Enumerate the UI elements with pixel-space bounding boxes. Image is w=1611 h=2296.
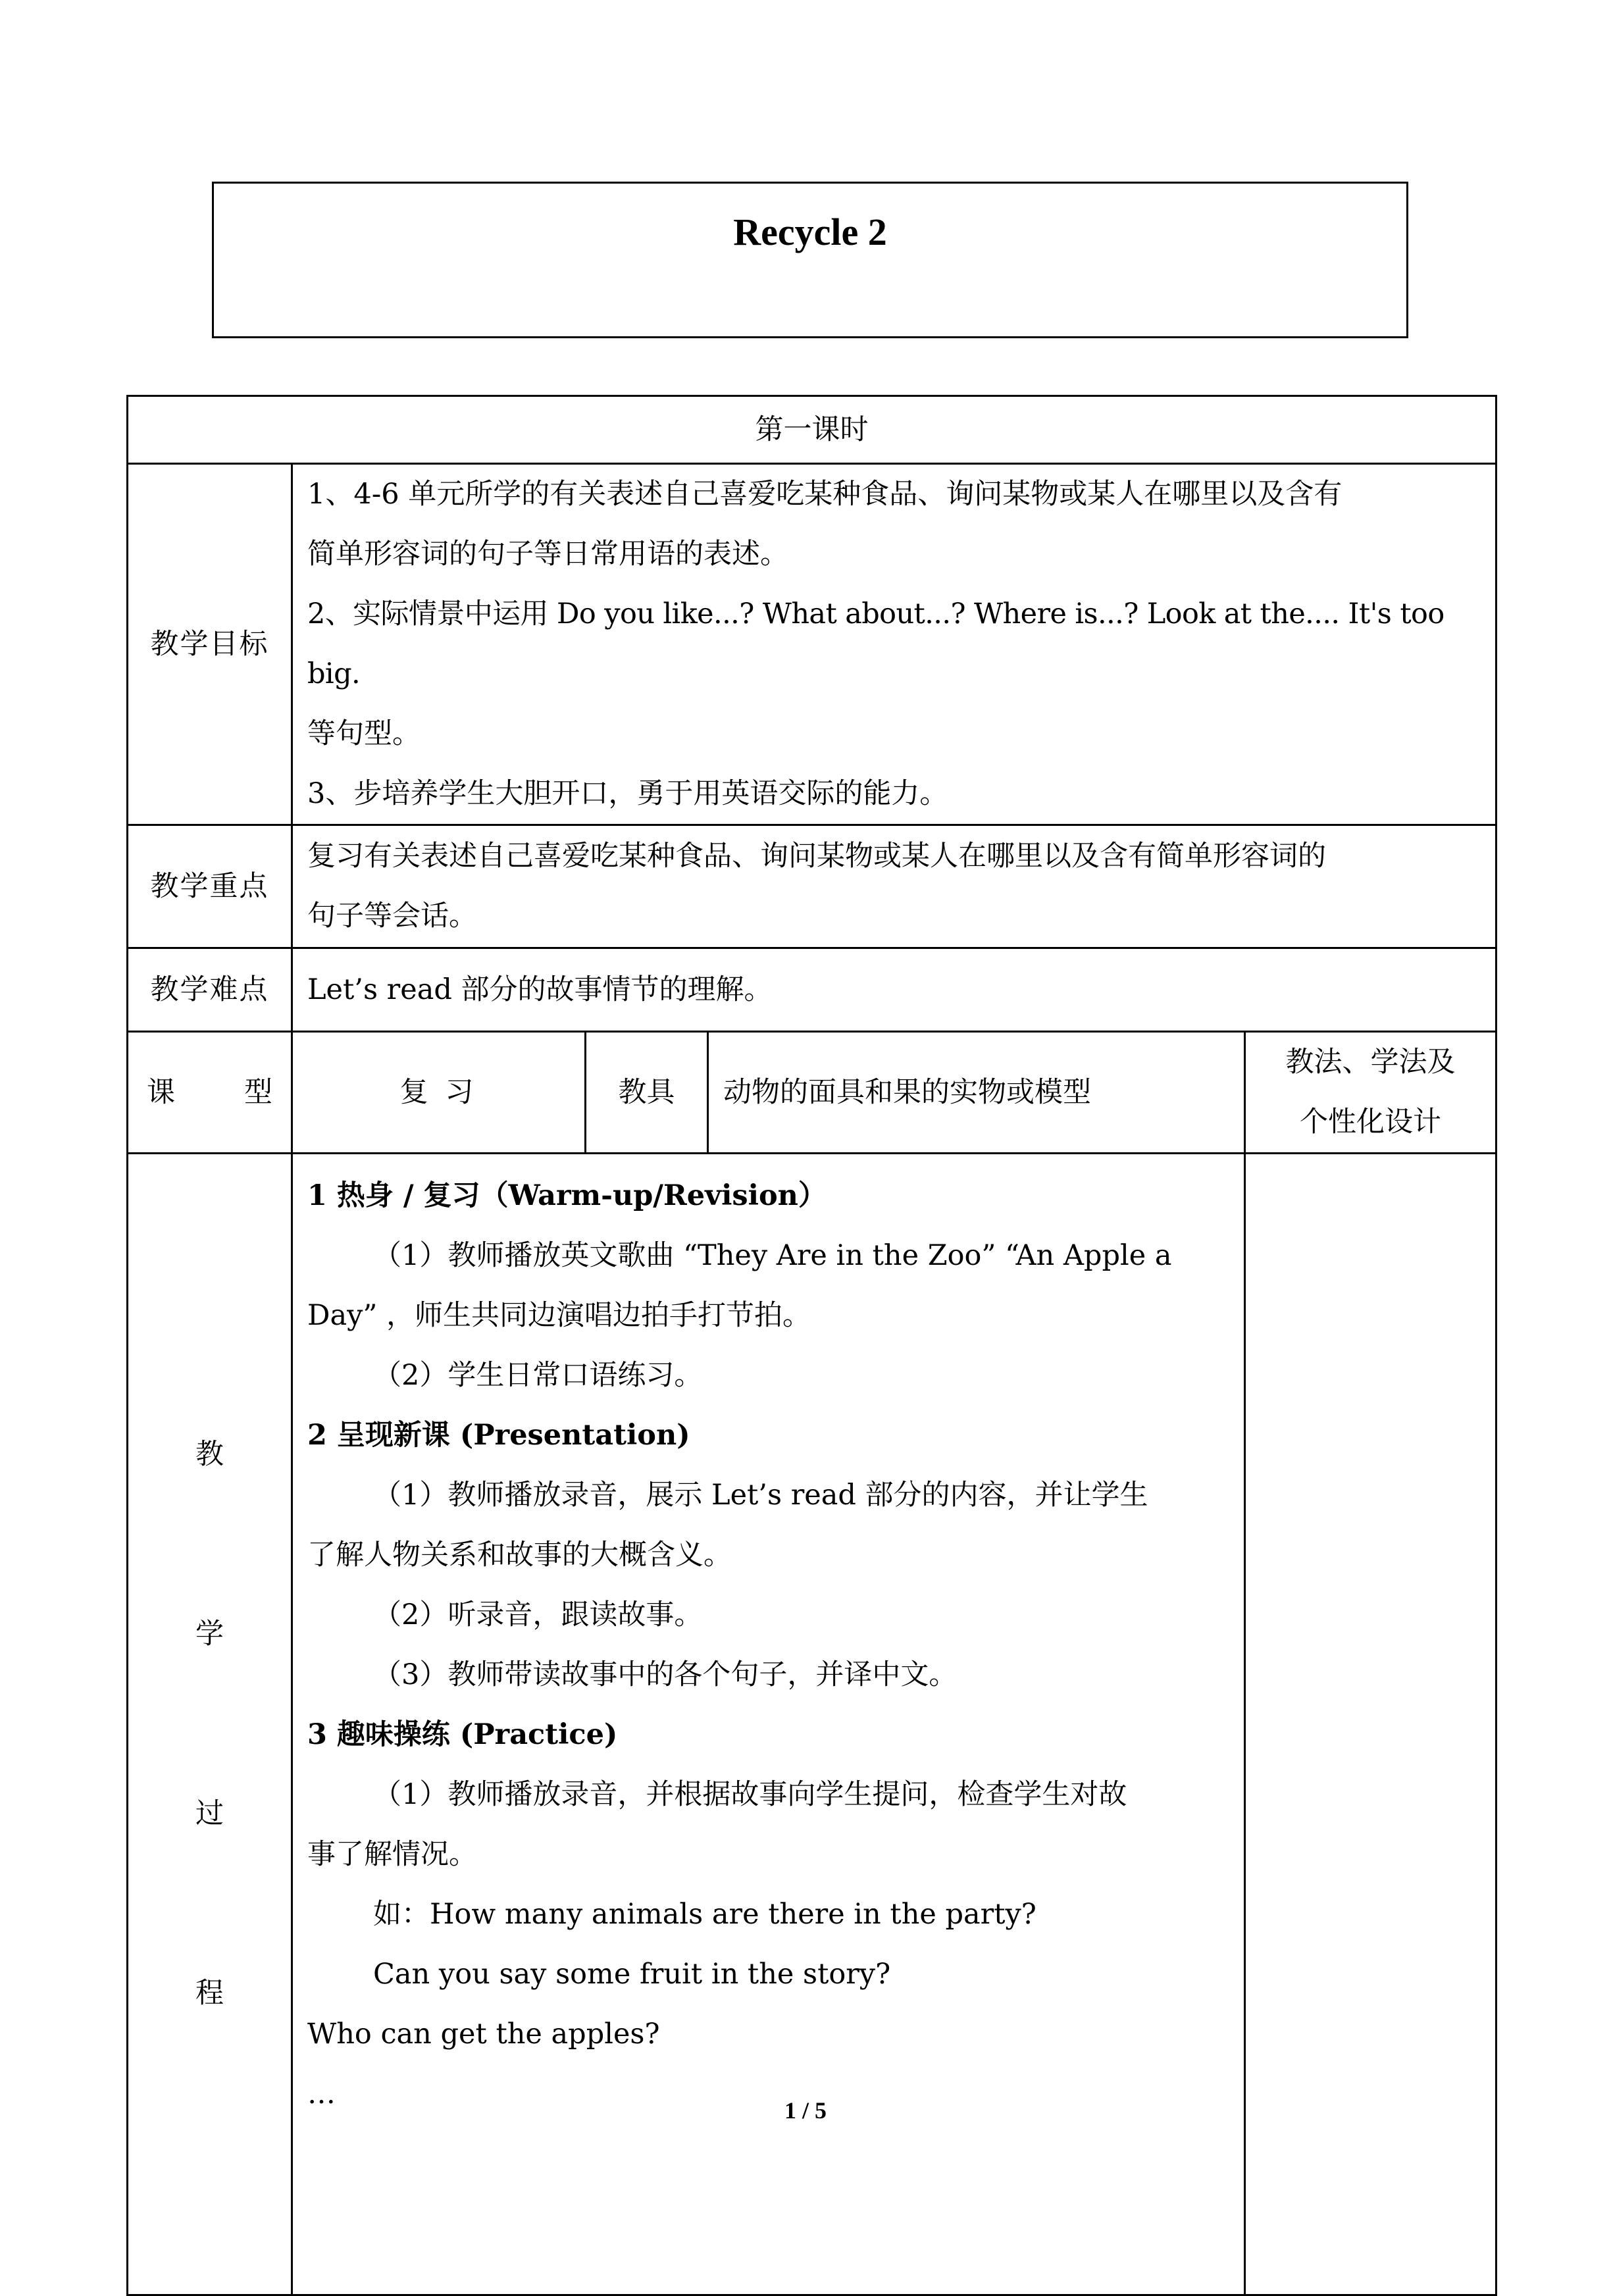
process-heading: 3 趣味操练 (Practice)	[307, 1718, 618, 1751]
type-label-left: 课	[147, 1075, 175, 1109]
process-line: （1）教师播放录音，展示 Let’s read 部分的内容，并让学生	[373, 1479, 1148, 1512]
page-number: 1 / 5	[784, 2097, 827, 2124]
process-line: 如：How many animals are there in the party?	[373, 1898, 1036, 1931]
process-heading: 2 呈现新课 (Presentation)	[307, 1419, 690, 1452]
process-label-char: 学	[195, 1618, 224, 1650]
difficulties-row	[128, 948, 1496, 1032]
process-line: Who can get the apples?	[307, 2018, 660, 2051]
objectives-line: 1、4-6 单元所学的有关表述自己喜爱吃某种食品、询问某物或某人在哪里以及含有	[307, 478, 1342, 511]
lesson-plan-table	[126, 395, 1497, 2296]
lesson-cell: 第一课时	[128, 396, 1496, 464]
objectives-line: 3、步培养学生大胆开口，勇于用英语交际的能力。	[307, 777, 948, 810]
type-label	[128, 1032, 292, 1154]
process-line: （3）教师带读故事中的各个句子，并译中文。	[373, 1658, 958, 1691]
process-line: Can you say some fruit in the story?	[373, 1958, 891, 1991]
process-label-char: 程	[195, 1977, 224, 2010]
difficulties-content: Let’s read 部分的故事情节的理解。	[292, 948, 1496, 1032]
process-line: Day” ，师生共同边演唱边拍手打节拍。	[307, 1299, 811, 1332]
process-heading: 1 热身 / 复习（Warm-up/Revision）	[307, 1179, 827, 1212]
process-line: （2）学生日常口语练习。	[373, 1359, 703, 1392]
title-box	[212, 182, 1408, 338]
process-line: 了解人物关系和故事的大概含义。	[307, 1539, 732, 1571]
key-points-row	[128, 825, 1496, 948]
document-title: Recycle 2	[733, 211, 887, 253]
process-label-char: 过	[195, 1797, 224, 1830]
process-line: 事了解情况。	[307, 1838, 477, 1871]
objectives-content	[292, 464, 1496, 825]
objectives-label: 教学目标	[128, 464, 292, 825]
process-line: …	[307, 2078, 336, 2110]
type-label-right: 型	[244, 1075, 272, 1109]
process-label-char: 教	[195, 1438, 224, 1471]
aids-value: 动物的面具和果的实物或模型	[708, 1032, 1245, 1154]
aids-label: 教具	[586, 1032, 708, 1154]
design-label	[1245, 1032, 1496, 1154]
key-points-content	[292, 825, 1496, 948]
key-points-label: 教学重点	[128, 825, 292, 948]
objectives-line: 等句型。	[307, 717, 421, 750]
type-row	[128, 1032, 1496, 1154]
design-label-line: 个性化设计	[1300, 1106, 1441, 1138]
lesson-row	[128, 396, 1496, 464]
objectives-line: 2、实际情景中运用 Do you like...? What about...? Where is...? Look at the.... It's too big.	[307, 598, 1445, 690]
key-points-line: 句子等会话。	[307, 900, 477, 932]
design-label-line: 教法、学法及	[1285, 1046, 1456, 1079]
process-line: （2）听录音，跟读故事。	[373, 1598, 703, 1631]
process-line: （1）教师播放录音，并根据故事向学生提问，检查学生对故	[373, 1778, 1127, 1811]
type-value: 复 习	[292, 1032, 586, 1154]
objectives-line: 简单形容词的句子等日常用语的表述。	[307, 538, 788, 571]
objectives-row	[128, 464, 1496, 825]
difficulties-label: 教学难点	[128, 948, 292, 1032]
process-line: （1）教师播放英文歌曲 “They Are in the Zoo” “An Apple a	[373, 1239, 1172, 1272]
key-points-line: 复习有关表述自己喜爱吃某种食品、询问某物或某人在哪里以及含有简单形容词的	[307, 840, 1326, 873]
